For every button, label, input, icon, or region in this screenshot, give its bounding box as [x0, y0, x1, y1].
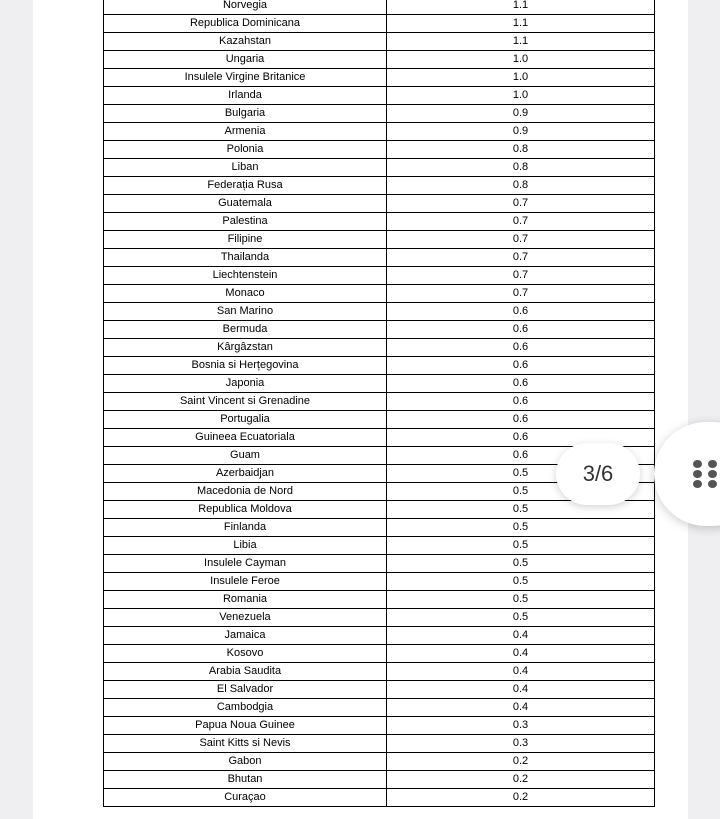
page-indicator [556, 443, 640, 505]
country-cell: Bermuda [104, 321, 387, 339]
country-cell: Insulele Feroe [104, 573, 387, 591]
value-cell: 0.8 [387, 141, 655, 159]
country-cell: Romania [104, 591, 387, 609]
value-cell: 0.8 [387, 177, 655, 195]
table-row [104, 303, 655, 321]
table-row [104, 681, 655, 699]
table-row [104, 195, 655, 213]
table-row [104, 123, 655, 141]
value-cell: 0.3 [387, 735, 655, 753]
table-row [104, 627, 655, 645]
country-cell: Guineea Ecuatoriala [104, 429, 387, 447]
value-cell: 0.7 [387, 195, 655, 213]
country-cell: Saint Vincent si Grenadine [104, 393, 387, 411]
value-cell: 0.6 [387, 303, 655, 321]
country-cell: Libia [104, 537, 387, 555]
country-cell: Finlanda [104, 519, 387, 537]
country-cell: Irlanda [104, 87, 387, 105]
country-cell: Kazahstan [104, 33, 387, 51]
country-cell: San Marino [104, 303, 387, 321]
country-cell: Saint Kitts si Nevis [104, 735, 387, 753]
value-cell: 0.6 [387, 447, 655, 465]
value-cell: 0.4 [387, 699, 655, 717]
value-cell: 0.6 [387, 321, 655, 339]
country-cell: Venezuela [104, 609, 387, 627]
table-row [104, 231, 655, 249]
country-cell: Republica Moldova [104, 501, 387, 519]
table-row [104, 15, 655, 33]
value-cell: 0.5 [387, 609, 655, 627]
table-row [104, 87, 655, 105]
value-cell: 1.0 [387, 69, 655, 87]
value-cell: 0.7 [387, 249, 655, 267]
country-cell: Palestina [104, 213, 387, 231]
table-row [104, 285, 655, 303]
table-row [104, 177, 655, 195]
table-row [104, 141, 655, 159]
value-cell: 0.5 [387, 519, 655, 537]
country-cell: Insulele Cayman [104, 555, 387, 573]
country-cell: Norvegia [104, 0, 387, 15]
value-cell: 0.8 [387, 159, 655, 177]
table-row [104, 591, 655, 609]
value-cell: 0.6 [387, 393, 655, 411]
country-cell: Portugalia [104, 411, 387, 429]
table-row [104, 357, 655, 375]
table-row [104, 537, 655, 555]
value-cell: 0.4 [387, 663, 655, 681]
country-cell: Federația Rusa [104, 177, 387, 195]
table-row [104, 717, 655, 735]
table-row [104, 51, 655, 69]
country-cell: Cambodgia [104, 699, 387, 717]
value-cell: 0.5 [387, 573, 655, 591]
table-row [104, 645, 655, 663]
table-row [104, 519, 655, 537]
country-cell: Liechtenstein [104, 267, 387, 285]
value-cell: 0.3 [387, 717, 655, 735]
country-cell: Kârgâzstan [104, 339, 387, 357]
country-cell: Monaco [104, 285, 387, 303]
table-row [104, 105, 655, 123]
value-cell: 0.6 [387, 339, 655, 357]
value-cell: 1.0 [387, 87, 655, 105]
value-cell: 0.6 [387, 357, 655, 375]
country-cell: Japonia [104, 375, 387, 393]
table-row [104, 339, 655, 357]
table-row [104, 771, 655, 789]
table-row [104, 267, 655, 285]
page-indicator-label: 3/6 [582, 461, 614, 486]
value-cell: 0.7 [387, 285, 655, 303]
country-cell: Insulele Virgine Britanice [104, 69, 387, 87]
table-row [104, 573, 655, 591]
data-table [103, 0, 655, 807]
value-cell: 0.7 [387, 267, 655, 285]
table-row [104, 249, 655, 267]
country-cell: Bulgaria [104, 105, 387, 123]
grid-dots-icon [693, 460, 717, 488]
value-cell: 0.5 [387, 483, 655, 501]
value-cell: 0.6 [387, 411, 655, 429]
country-cell: Arabia Saudita [104, 663, 387, 681]
value-cell: 0.7 [387, 231, 655, 249]
table-row [104, 213, 655, 231]
value-cell: 0.2 [387, 753, 655, 771]
table-row [104, 33, 655, 51]
value-cell: 0.5 [387, 591, 655, 609]
value-cell: 1.1 [387, 33, 655, 51]
country-cell: Gabon [104, 753, 387, 771]
table-row [104, 321, 655, 339]
country-cell: El Salvador [104, 681, 387, 699]
value-cell: 1.0 [387, 51, 655, 69]
country-cell: Guam [104, 447, 387, 465]
document-page [33, 0, 688, 819]
country-cell: Liban [104, 159, 387, 177]
table-row [104, 393, 655, 411]
country-cell: Bosnia si Herțegovina [104, 357, 387, 375]
value-cell: 0.2 [387, 789, 655, 807]
country-cell: Armenia [104, 123, 387, 141]
table-row [104, 159, 655, 177]
value-cell: 0.5 [387, 537, 655, 555]
table-row [104, 555, 655, 573]
table-row [104, 0, 655, 15]
value-cell: 0.6 [387, 429, 655, 447]
value-cell: 0.6 [387, 375, 655, 393]
value-cell: 0.4 [387, 645, 655, 663]
country-cell: Bhutan [104, 771, 387, 789]
table-row [104, 501, 655, 519]
country-cell: Thailanda [104, 249, 387, 267]
country-cell: Kosovo [104, 645, 387, 663]
table-row [104, 375, 655, 393]
value-cell: 0.5 [387, 555, 655, 573]
value-cell: 0.4 [387, 627, 655, 645]
value-cell: 0.2 [387, 771, 655, 789]
value-cell: 0.9 [387, 105, 655, 123]
country-cell: Republica Dominicana [104, 15, 387, 33]
country-cell: Azerbaidjan [104, 465, 387, 483]
value-cell: 0.5 [387, 501, 655, 519]
table-row [104, 663, 655, 681]
table-row [104, 789, 655, 807]
value-cell: 0.4 [387, 681, 655, 699]
country-cell: Curaçao [104, 789, 387, 807]
table-row [104, 699, 655, 717]
country-cell: Guatemala [104, 195, 387, 213]
country-cell: Macedonia de Nord [104, 483, 387, 501]
country-cell: Polonia [104, 141, 387, 159]
table-row [104, 411, 655, 429]
table-row [104, 69, 655, 87]
table-row [104, 753, 655, 771]
value-cell: 1.1 [387, 15, 655, 33]
country-cell: Papua Noua Guinee [104, 717, 387, 735]
table-row [104, 735, 655, 753]
value-cell: 0.5 [387, 465, 655, 483]
table-row [104, 609, 655, 627]
value-cell: 0.9 [387, 123, 655, 141]
table-body [104, 0, 655, 807]
value-cell: 0.7 [387, 213, 655, 231]
country-cell: Ungaria [104, 51, 387, 69]
value-cell: 1.1 [387, 0, 655, 15]
table-row [104, 429, 655, 447]
country-cell: Jamaica [104, 627, 387, 645]
country-cell: Filipine [104, 231, 387, 249]
